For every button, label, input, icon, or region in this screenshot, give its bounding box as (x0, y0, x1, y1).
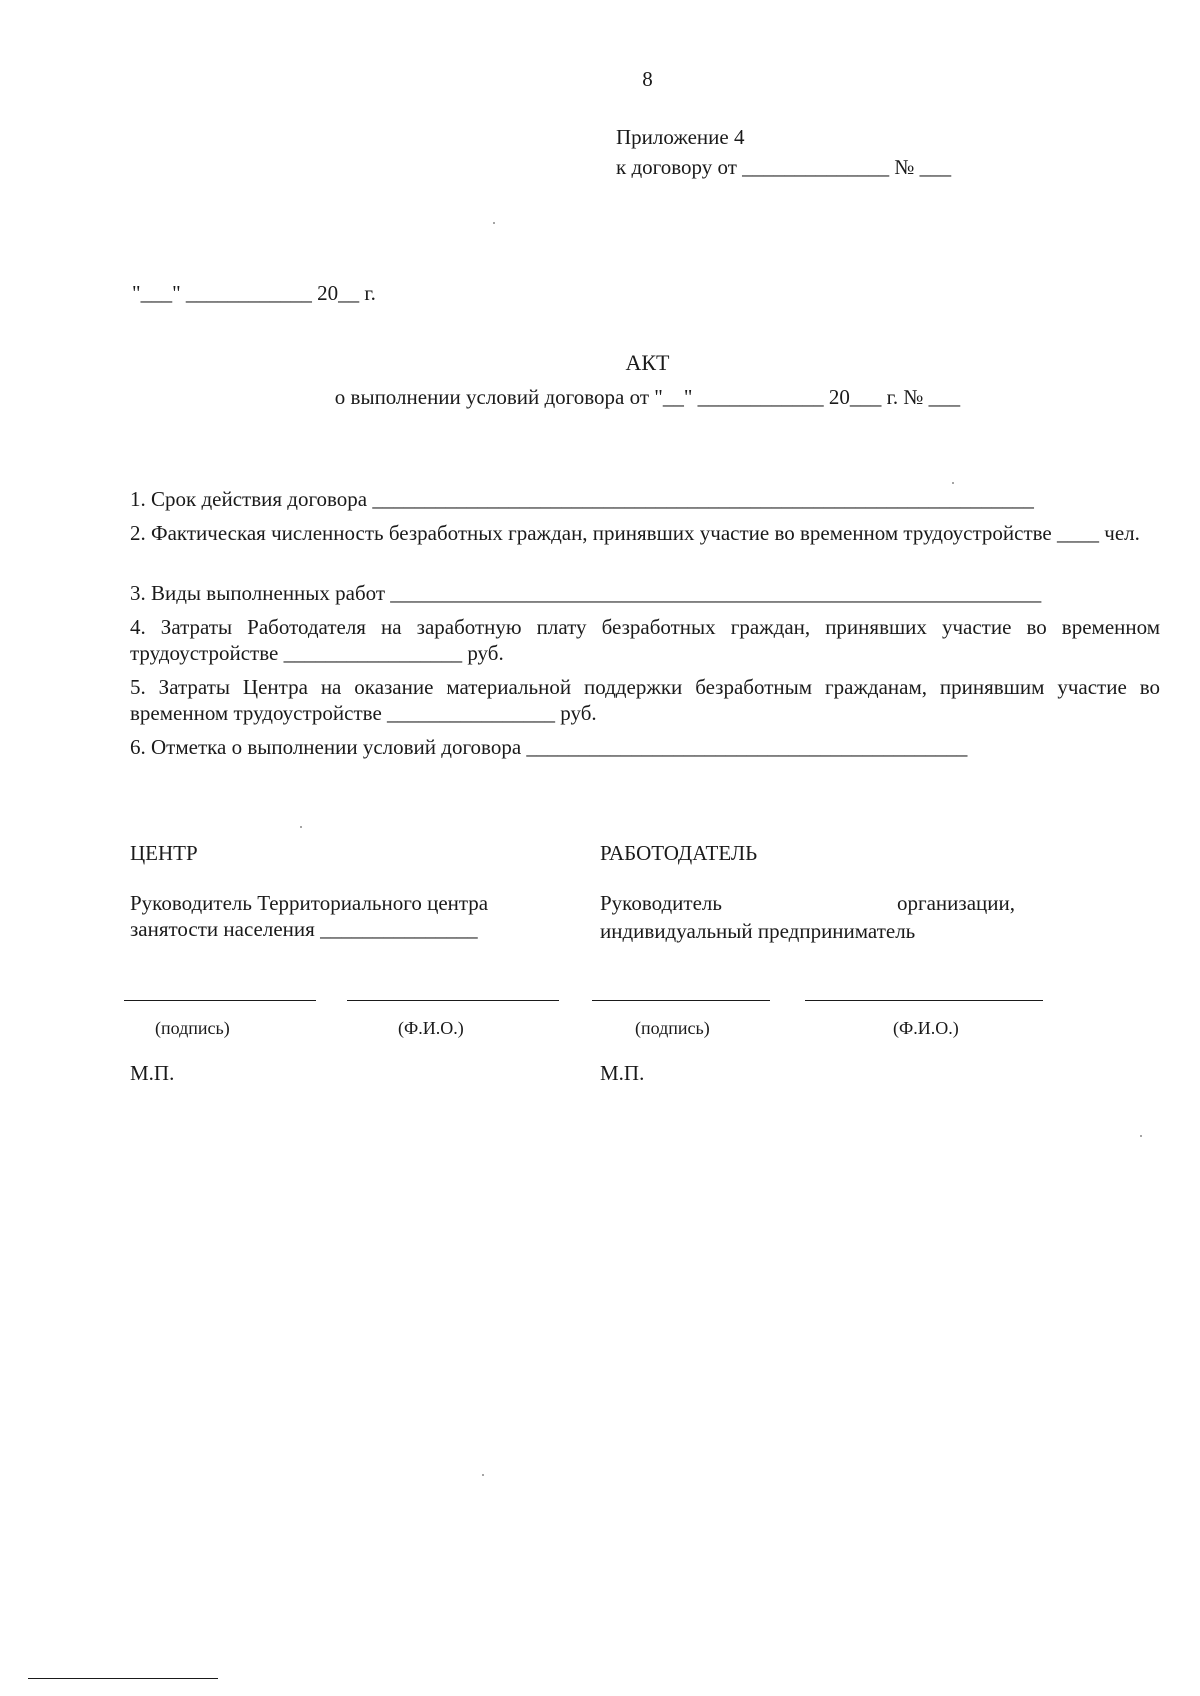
scan-speck (493, 222, 495, 224)
scan-speck (1140, 1135, 1142, 1137)
center-role: Руководитель Территориального центра занятости населения _______________ (130, 891, 489, 941)
employer-role-word2: организации, (897, 891, 1015, 915)
center-name-line (347, 1000, 559, 1001)
footnote-separator (28, 1678, 218, 1679)
employer-role-word1: Руководитель (600, 891, 722, 915)
scan-speck (952, 482, 954, 484)
employer-stamp: М.П. (600, 1061, 645, 1085)
employer-signature-caption: (подпись) (635, 1018, 710, 1038)
item-work-types: 3. Виды выполненных работ ______________________________________________________________ (130, 581, 1042, 605)
act-subtitle: о выполнении условий договора от "__" ____________ 20___ г. № ___ (334, 385, 961, 409)
employer-heading: РАБОТОДАТЕЛЬ (600, 841, 758, 865)
employer-name-caption: (Ф.И.О.) (893, 1018, 959, 1038)
page-number: 8 (642, 67, 653, 91)
annex-contract-ref: к договору от ______________ № ___ (616, 155, 952, 179)
item-center-costs: 5. Затраты Центра на оказание материальной поддержки безработным гражданам, принявшим участие во временном трудоустройстве ________________ руб. (130, 675, 1160, 725)
scan-speck (300, 826, 302, 828)
center-heading: ЦЕНТР (130, 841, 198, 865)
employer-signature-line (592, 1000, 770, 1001)
center-signature-line (124, 1000, 316, 1001)
employer-name-line (805, 1000, 1043, 1001)
item-completion-mark: 6. Отметка о выполнении условий договора __________________________________________ (130, 735, 968, 759)
item-employer-costs: 4. Затраты Работодателя на заработную плату безработных граждан, принявших участие во временном трудоустройстве _________________ руб. (130, 615, 1160, 665)
document-date: "___" ____________ 20__ г. (132, 281, 376, 305)
item-contract-term: 1. Срок действия договора _______________________________________________________________ (130, 487, 1034, 511)
center-signature-caption: (подпись) (155, 1018, 230, 1038)
employer-role-line2: индивидуальный предприниматель (600, 919, 916, 943)
center-name-caption: (Ф.И.О.) (398, 1018, 464, 1038)
annex-title: Приложение 4 (616, 125, 745, 149)
act-title: АКТ (625, 350, 670, 375)
item-actual-headcount: 2. Фактическая численность безработных граждан, принявших участие во временном трудоустройстве ____ чел. (130, 521, 1140, 545)
scan-speck (482, 1474, 484, 1476)
center-stamp: М.П. (130, 1061, 175, 1085)
